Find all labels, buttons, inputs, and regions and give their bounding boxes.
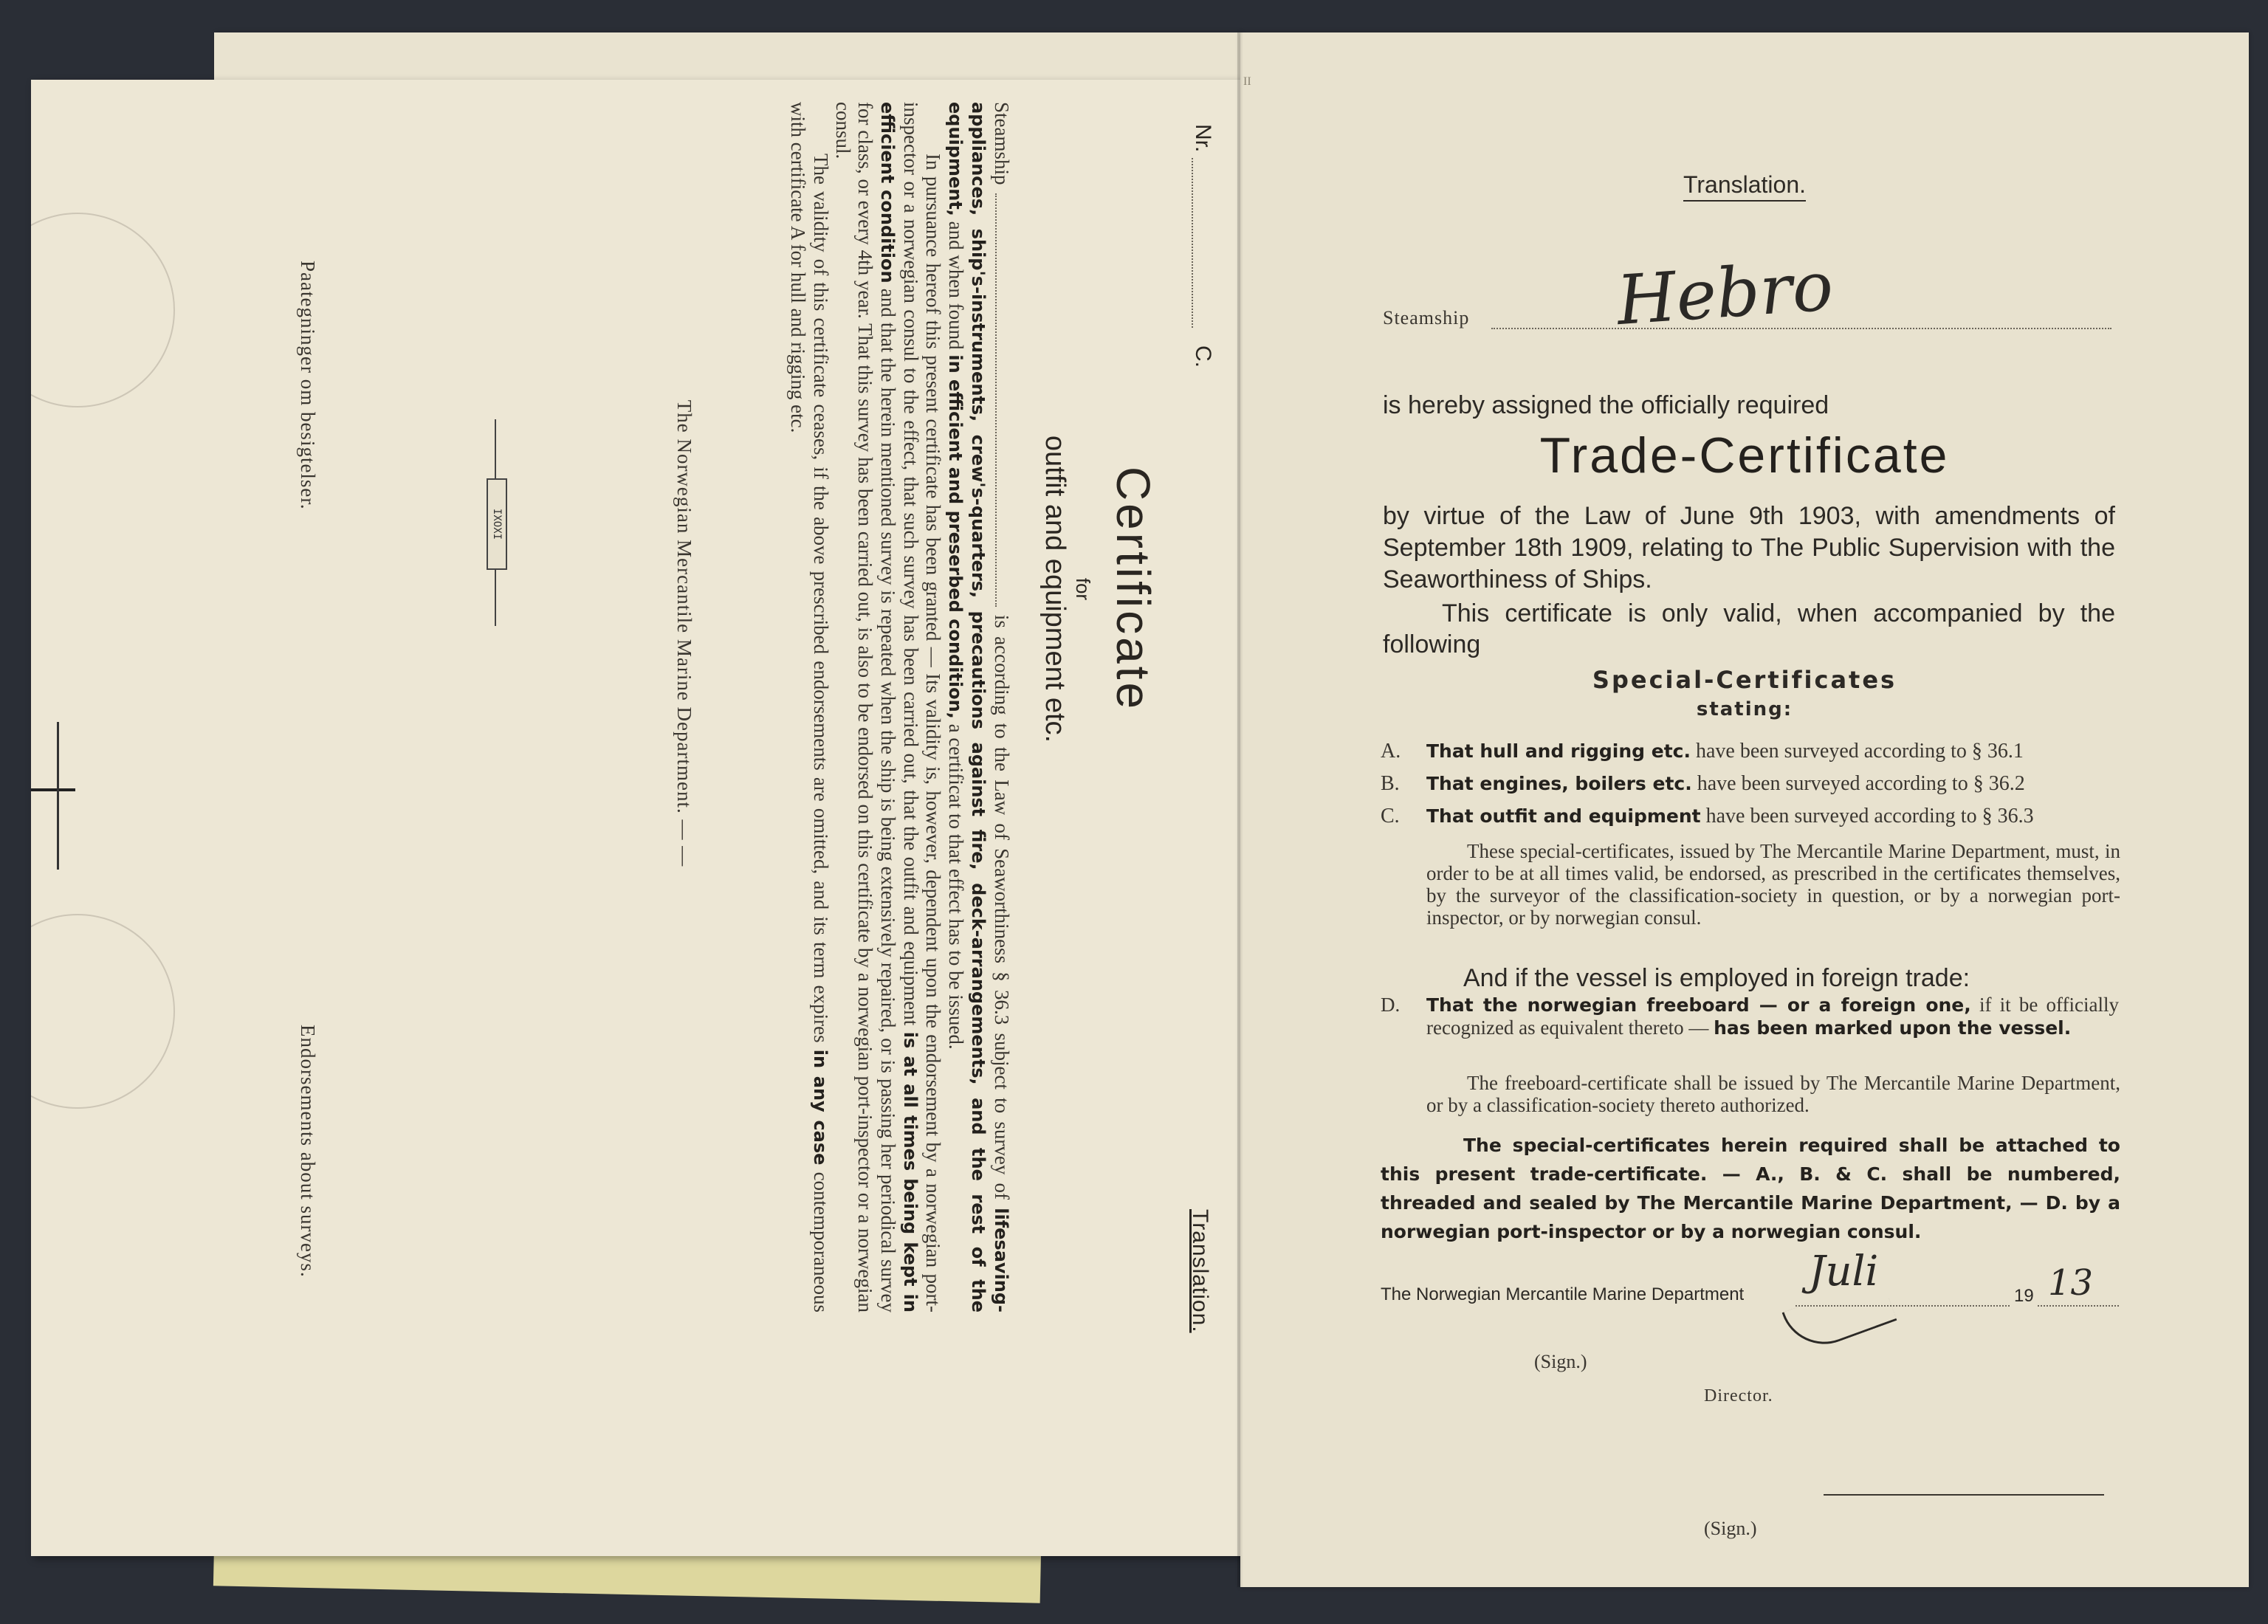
signature-line bbox=[1824, 1494, 2104, 1496]
center-mark-bar bbox=[57, 722, 59, 870]
nr-dotted-line bbox=[1192, 158, 1193, 328]
punch-hole-circle bbox=[31, 213, 175, 407]
special-certificates-note: These special-certificates, issued by The Mercantile Marine Department, must, in order to be at all times valid, be endorsed, as prescribed in the certificates themselves, by the surveyor of the classification-society in question, or by a norwegian port-inspector, or by norwegian consul. bbox=[1426, 840, 2120, 929]
steamship-name-handwritten: Hebro bbox=[1614, 246, 1836, 341]
center-mark bbox=[31, 788, 75, 791]
director-label: Director. bbox=[1704, 1386, 1773, 1405]
book-fold-shadow bbox=[1237, 32, 1243, 1587]
year-handwritten: 13 bbox=[2048, 1262, 2094, 1304]
c-label: C. bbox=[1191, 345, 1215, 368]
seal-stamp: IXOXI bbox=[487, 478, 507, 570]
sign-label-2: (Sign.) bbox=[1704, 1518, 1757, 1539]
list-item-b: B. That engines, boilers etc. have been surveyed according to § 36.2 bbox=[1381, 772, 2025, 795]
steamship-dotted-line bbox=[1491, 328, 2111, 329]
stating-label: stating: bbox=[1696, 698, 1793, 720]
list-item-d: D. That the norwegian freeboard — or a foreign one, if it be officially recognized as equivalent thereto — has been marked upon the vessel. bbox=[1381, 994, 2119, 1039]
year-prefix: 19 bbox=[2014, 1286, 2034, 1306]
trade-certificate-page bbox=[1240, 32, 2249, 1587]
freeboard-note: The freeboard-certificate shall be issued by The Mercantile Marine Department, or by a classification-society thereto authorized. bbox=[1426, 1072, 2120, 1116]
certificate-body bbox=[787, 102, 1013, 1312]
certificate-subtitle: outfit and equipment etc. bbox=[1040, 435, 1071, 743]
steamship-label: Steamship bbox=[1383, 307, 1470, 328]
virtue-text: by virtue of the Law of June 9th 1903, with amendments of September 18th 1909, relating to The Public Supervision with the Seaworthiness of Ships. bbox=[1383, 502, 2115, 593]
sign-label-1: (Sign.) bbox=[1534, 1351, 1587, 1372]
department-signature: The Norwegian Mercantile Marine Department. — — bbox=[673, 399, 695, 867]
attachment-instructions: The special-certificates herein required shall be attached to this present trade-certificate. — A., B. & C. shall be numbered, threaded and sealed by The Mercantile Marine Department, — D. by a norwegian port-inspector or by a norwegian consul. bbox=[1381, 1135, 2120, 1242]
punch-hole-circle bbox=[31, 914, 175, 1109]
foreign-trade-text: And if the vessel is employed in foreign trade: bbox=[1463, 964, 1970, 992]
year-dotted-line bbox=[2038, 1305, 2119, 1307]
nr-label: Nr. bbox=[1191, 124, 1215, 153]
page-mark: II bbox=[1243, 75, 1251, 88]
assigned-text: is hereby assigned the officially required bbox=[1383, 391, 1829, 419]
certificate-title: Certificate bbox=[1107, 466, 1160, 712]
translation-label: Translation. bbox=[1188, 1209, 1212, 1333]
date-handwritten: Juli bbox=[1809, 1248, 1879, 1296]
body-paragraph-2: In pursuance hereof this present certificate has been granted — Its validity is, however, dependent upon the endorsement by a norwegian port-inspector or a norwegian consul to the effect, that such survey has been carried out, that the outfit and equipment is at all times being kept in efficient condition and that the herein mentioned survey is repeated when the ship is being extensively repaired, or is passing her periodical survey for class, or every 4th year. That this survey has been carried out, is also to be endorsed on this certificate by a norwegian port-inspector or a norwegian consul. bbox=[832, 102, 944, 1312]
trade-certificate-title: Trade-Certificate bbox=[1539, 427, 1950, 484]
body-paragraph-3: The validity of this certificate ceases, if the above prescribed endorsements are omitted, and its term expires in any case contemporaneous with certificate A for hull and rigging etc. bbox=[787, 102, 832, 1313]
list-item-a: A. That hull and rigging etc. have been surveyed according to § 36.1 bbox=[1381, 740, 2024, 763]
body-paragraph-1: Steamship is according to the Law of Seaworthiness § 36.3 subject to survey of lifesaving-appliances, ship's-instruments, crew's-quarters, precautions against fire, deck-arrangements, and the rest of the equipment, and when found in efficient and preserbed condition, a certificat to that effect has to be issued. bbox=[945, 102, 1013, 1312]
rotated-certificate-panel bbox=[31, 80, 1242, 1512]
endorsements-english-label: Endorsements about surveys. bbox=[297, 1025, 319, 1278]
validity-text: This certificate is only valid, when accompanied by the following bbox=[1383, 599, 2115, 658]
special-certificates-heading: Special-Certificates bbox=[1592, 666, 1897, 694]
list-item-c: C. That outfit and equipment have been surveyed according to § 36.3 bbox=[1381, 805, 2034, 828]
department-label: The Norwegian Mercantile Marine Department bbox=[1381, 1284, 1745, 1304]
steamship-dotted-line bbox=[995, 193, 997, 607]
left-certificate-page bbox=[31, 80, 1242, 1556]
for-label: for bbox=[1072, 577, 1094, 601]
translation-heading: Translation. bbox=[1683, 171, 1806, 202]
endorsements-norwegian-label: Paategninger om besigtelser. bbox=[297, 261, 319, 510]
